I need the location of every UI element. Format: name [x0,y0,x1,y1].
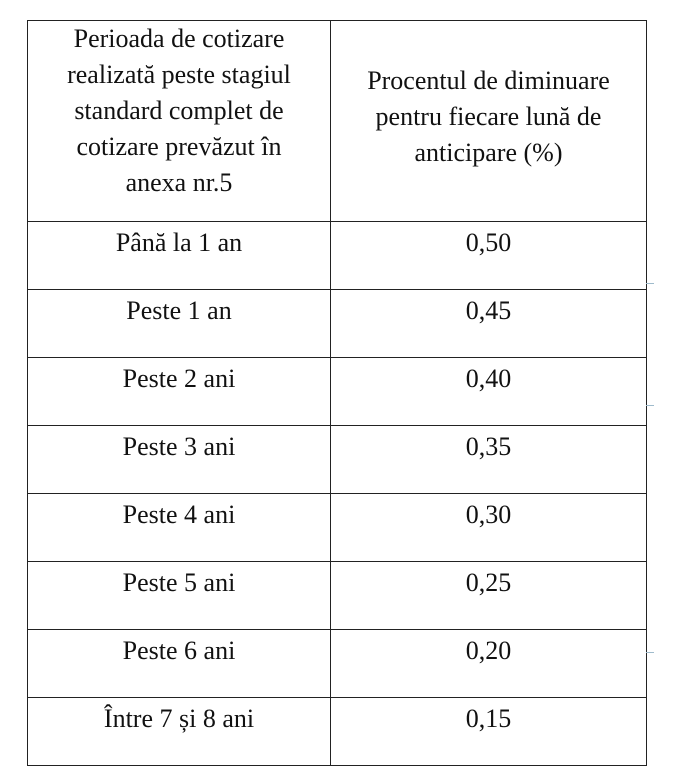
table-row [28,494,647,562]
percent-cell: 0,50 [331,222,647,290]
percent-cell: 0,45 [331,290,647,358]
percent-cell: 0,25 [331,562,647,630]
header-contribution-period [28,21,331,222]
table-row [28,698,647,766]
percent-cell: 0,40 [331,358,647,426]
header-line: cotizare prevăzut în [76,132,282,161]
header-line: Perioada de cotizare [73,24,285,53]
period-cell: Peste 1 an [28,290,331,358]
period-cell: Până la 1 an [28,222,331,290]
header-line: pentru fiecare lună de [375,102,602,131]
table-header-row [28,21,647,222]
percent-cell: 0,20 [331,630,647,698]
header-line: anticipare (%) [414,138,563,167]
percent-cell: 0,30 [331,494,647,562]
period-cell: Peste 4 ani [28,494,331,562]
reduction-table [27,20,647,766]
period-cell: Peste 2 ani [28,358,331,426]
table-row [28,630,647,698]
scan-artifact-tick [646,405,654,406]
header-reduction-percent [331,21,647,222]
header-line: Procentul de diminuare [367,66,610,95]
scan-artifact-tick [646,283,654,284]
table-row [28,358,647,426]
table-row [28,290,647,358]
table-row [28,426,647,494]
percent-cell: 0,35 [331,426,647,494]
scan-artifact-tick [646,652,654,653]
header-line: standard complet de [74,96,284,125]
period-cell: Între 7 și 8 ani [28,698,331,766]
period-cell: Peste 6 ani [28,630,331,698]
period-cell: Peste 5 ani [28,562,331,630]
table-row [28,222,647,290]
header-line: anexa nr.5 [125,168,233,197]
header-line: realizată peste stagiul [67,60,291,89]
percent-cell: 0,15 [331,698,647,766]
period-cell: Peste 3 ani [28,426,331,494]
table-row [28,562,647,630]
